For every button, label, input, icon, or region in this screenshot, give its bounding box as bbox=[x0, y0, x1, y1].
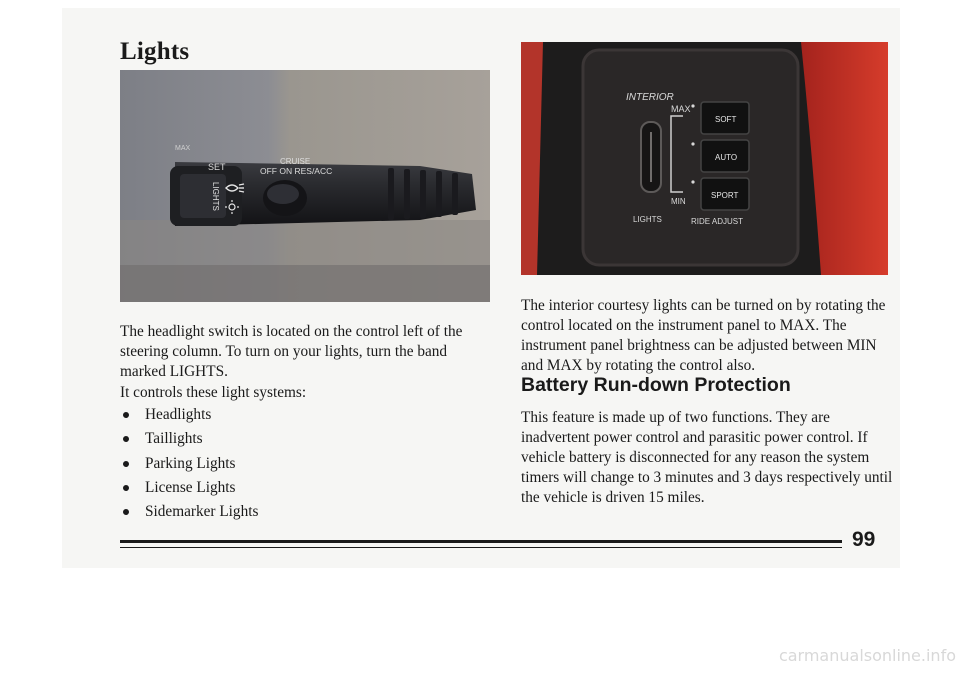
panel-label-min: MIN bbox=[671, 197, 686, 206]
headlight-switch-description: The headlight switch is located on the control left of the steering column. To turn on your lights, turn the band marked LIGHTS. bbox=[120, 323, 463, 380]
bullet-icon bbox=[123, 412, 129, 418]
bullet-icon bbox=[123, 485, 129, 491]
footer-rule-thin bbox=[120, 547, 842, 548]
list-item: License Lights bbox=[120, 478, 258, 502]
battery-heading: Battery Run-down Protection bbox=[521, 374, 791, 396]
light-systems-intro: It controls these light systems: bbox=[120, 384, 307, 401]
bullet-icon bbox=[123, 461, 129, 467]
list-item: Taillights bbox=[120, 429, 258, 453]
switch-label-lights: LIGHTS bbox=[211, 182, 220, 211]
switch-label-set: SET bbox=[208, 162, 226, 172]
panel-label-lights: LIGHTS bbox=[633, 215, 662, 224]
panel-label-interior: INTERIOR bbox=[626, 92, 674, 103]
button-label-soft: SOFT bbox=[715, 115, 737, 124]
watermark: carmanualsonline.info bbox=[778, 646, 956, 665]
bullet-icon bbox=[123, 436, 129, 442]
instrument-panel-photo bbox=[521, 42, 888, 275]
page-number: 99 bbox=[852, 528, 876, 551]
bullet-icon bbox=[123, 509, 129, 515]
footer-rule bbox=[120, 540, 842, 543]
section-title: Lights bbox=[120, 38, 190, 65]
switch-label-max: MAX bbox=[175, 145, 191, 152]
panel-label-ride-adjust: RIDE ADJUST bbox=[691, 217, 744, 226]
switch-label-cruise: CRUISE bbox=[280, 157, 311, 166]
button-label-sport: SPORT bbox=[711, 191, 739, 200]
panel-label-max: MAX bbox=[671, 104, 691, 114]
light-systems-list bbox=[120, 405, 258, 526]
battery-description: This feature is made up of two functions. They are inadvertent power control and parasitic power control. If vehicle battery is disconnected for any reason the system timers will change to 3 minutes and 3 days respectively until the vehicle is driven 15 miles. bbox=[521, 409, 893, 506]
switch-label-off-on: OFF ON RES/ACC bbox=[260, 166, 333, 176]
headlight-switch-photo bbox=[120, 70, 490, 302]
list-item: Parking Lights bbox=[120, 454, 258, 478]
list-item: Sidemarker Lights bbox=[120, 502, 258, 526]
courtesy-lights-description: The interior courtesy lights can be turned on by rotating the control located on the instrument panel to MAX. The instrument panel brightness can be adjusted between MIN and MAX by rotating the control also. bbox=[521, 297, 886, 374]
button-label-auto: AUTO bbox=[715, 153, 738, 162]
list-item: Headlights bbox=[120, 405, 258, 429]
